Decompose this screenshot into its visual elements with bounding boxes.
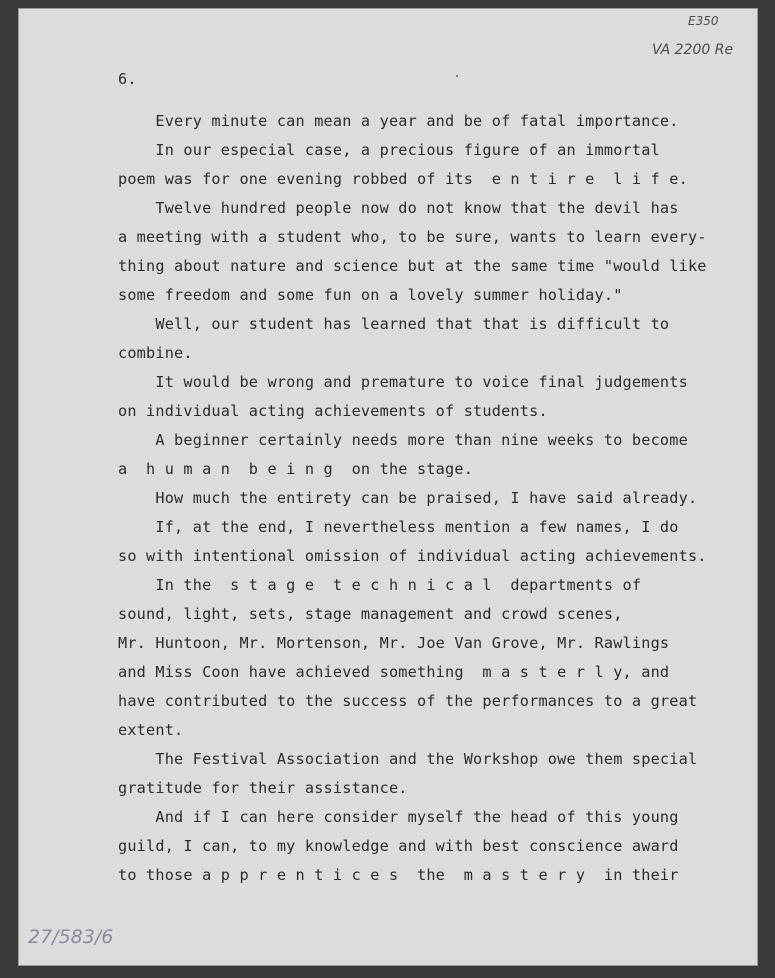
pencil-annotation-top: E350: [688, 14, 719, 28]
text-line: so with intentional omission of individual acting achievements.: [118, 547, 707, 565]
text-line: In the s t a g e t e c h n i c a l departments of: [118, 576, 642, 594]
ink-speck: [456, 75, 458, 77]
text-line: guild, I can, to my knowledge and with best conscience award: [118, 837, 679, 855]
text-line: Every minute can mean a year and be of fatal importance.: [118, 112, 679, 130]
text-line: poem was for one evening robbed of its e n t i r e l i f e.: [118, 170, 688, 188]
text-line: It would be wrong and premature to voice final judgements: [118, 373, 688, 391]
text-line: and Miss Coon have achieved something m a s t e r l y, and: [118, 663, 670, 681]
text-line: have contributed to the success of the performances to a great: [118, 692, 698, 710]
text-line: Twelve hundred people now do not know that the devil has: [118, 199, 679, 217]
text-line: gratitude for their assistance.: [118, 779, 408, 797]
text-line: Well, our student has learned that that is difficult to: [118, 315, 670, 333]
text-line: How much the entirety can be praised, I have said already.: [118, 489, 698, 507]
text-line: extent.: [118, 721, 184, 739]
pencil-annotation-reference: VA 2200 Re: [652, 42, 734, 58]
text-line: thing about nature and science but at the same time "would like: [118, 257, 707, 275]
text-line: combine.: [118, 344, 193, 362]
text-line: to those a p p r e n t i c e s the m a s t e r y in their: [118, 866, 679, 884]
text-line: Mr. Huntoon, Mr. Mortenson, Mr. Joe Van Grove, Mr. Rawlings: [118, 634, 670, 652]
text-line: And if I can here consider myself the head of this young: [118, 808, 679, 826]
text-line: on individual acting achievements of students.: [118, 402, 548, 420]
text-line: a meeting with a student who, to be sure, wants to learn every-: [118, 228, 707, 246]
text-line: sound, light, sets, stage management and crowd scenes,: [118, 605, 623, 623]
text-line: some freedom and some fun on a lovely summer holiday.": [118, 286, 623, 304]
typewritten-page: [18, 8, 758, 966]
pencil-annotation-archive-number: 27/583/6: [28, 926, 114, 948]
page-number: 6.: [118, 70, 137, 88]
text-line: The Festival Association and the Workshop owe them special: [118, 750, 698, 768]
text-line: If, at the end, I nevertheless mention a few names, I do: [118, 518, 679, 536]
text-line: a h u m a n b e i n g on the stage.: [118, 460, 474, 478]
text-line: A beginner certainly needs more than nine weeks to become: [118, 431, 688, 449]
text-line: In our especial case, a precious figure of an immortal: [118, 141, 660, 159]
